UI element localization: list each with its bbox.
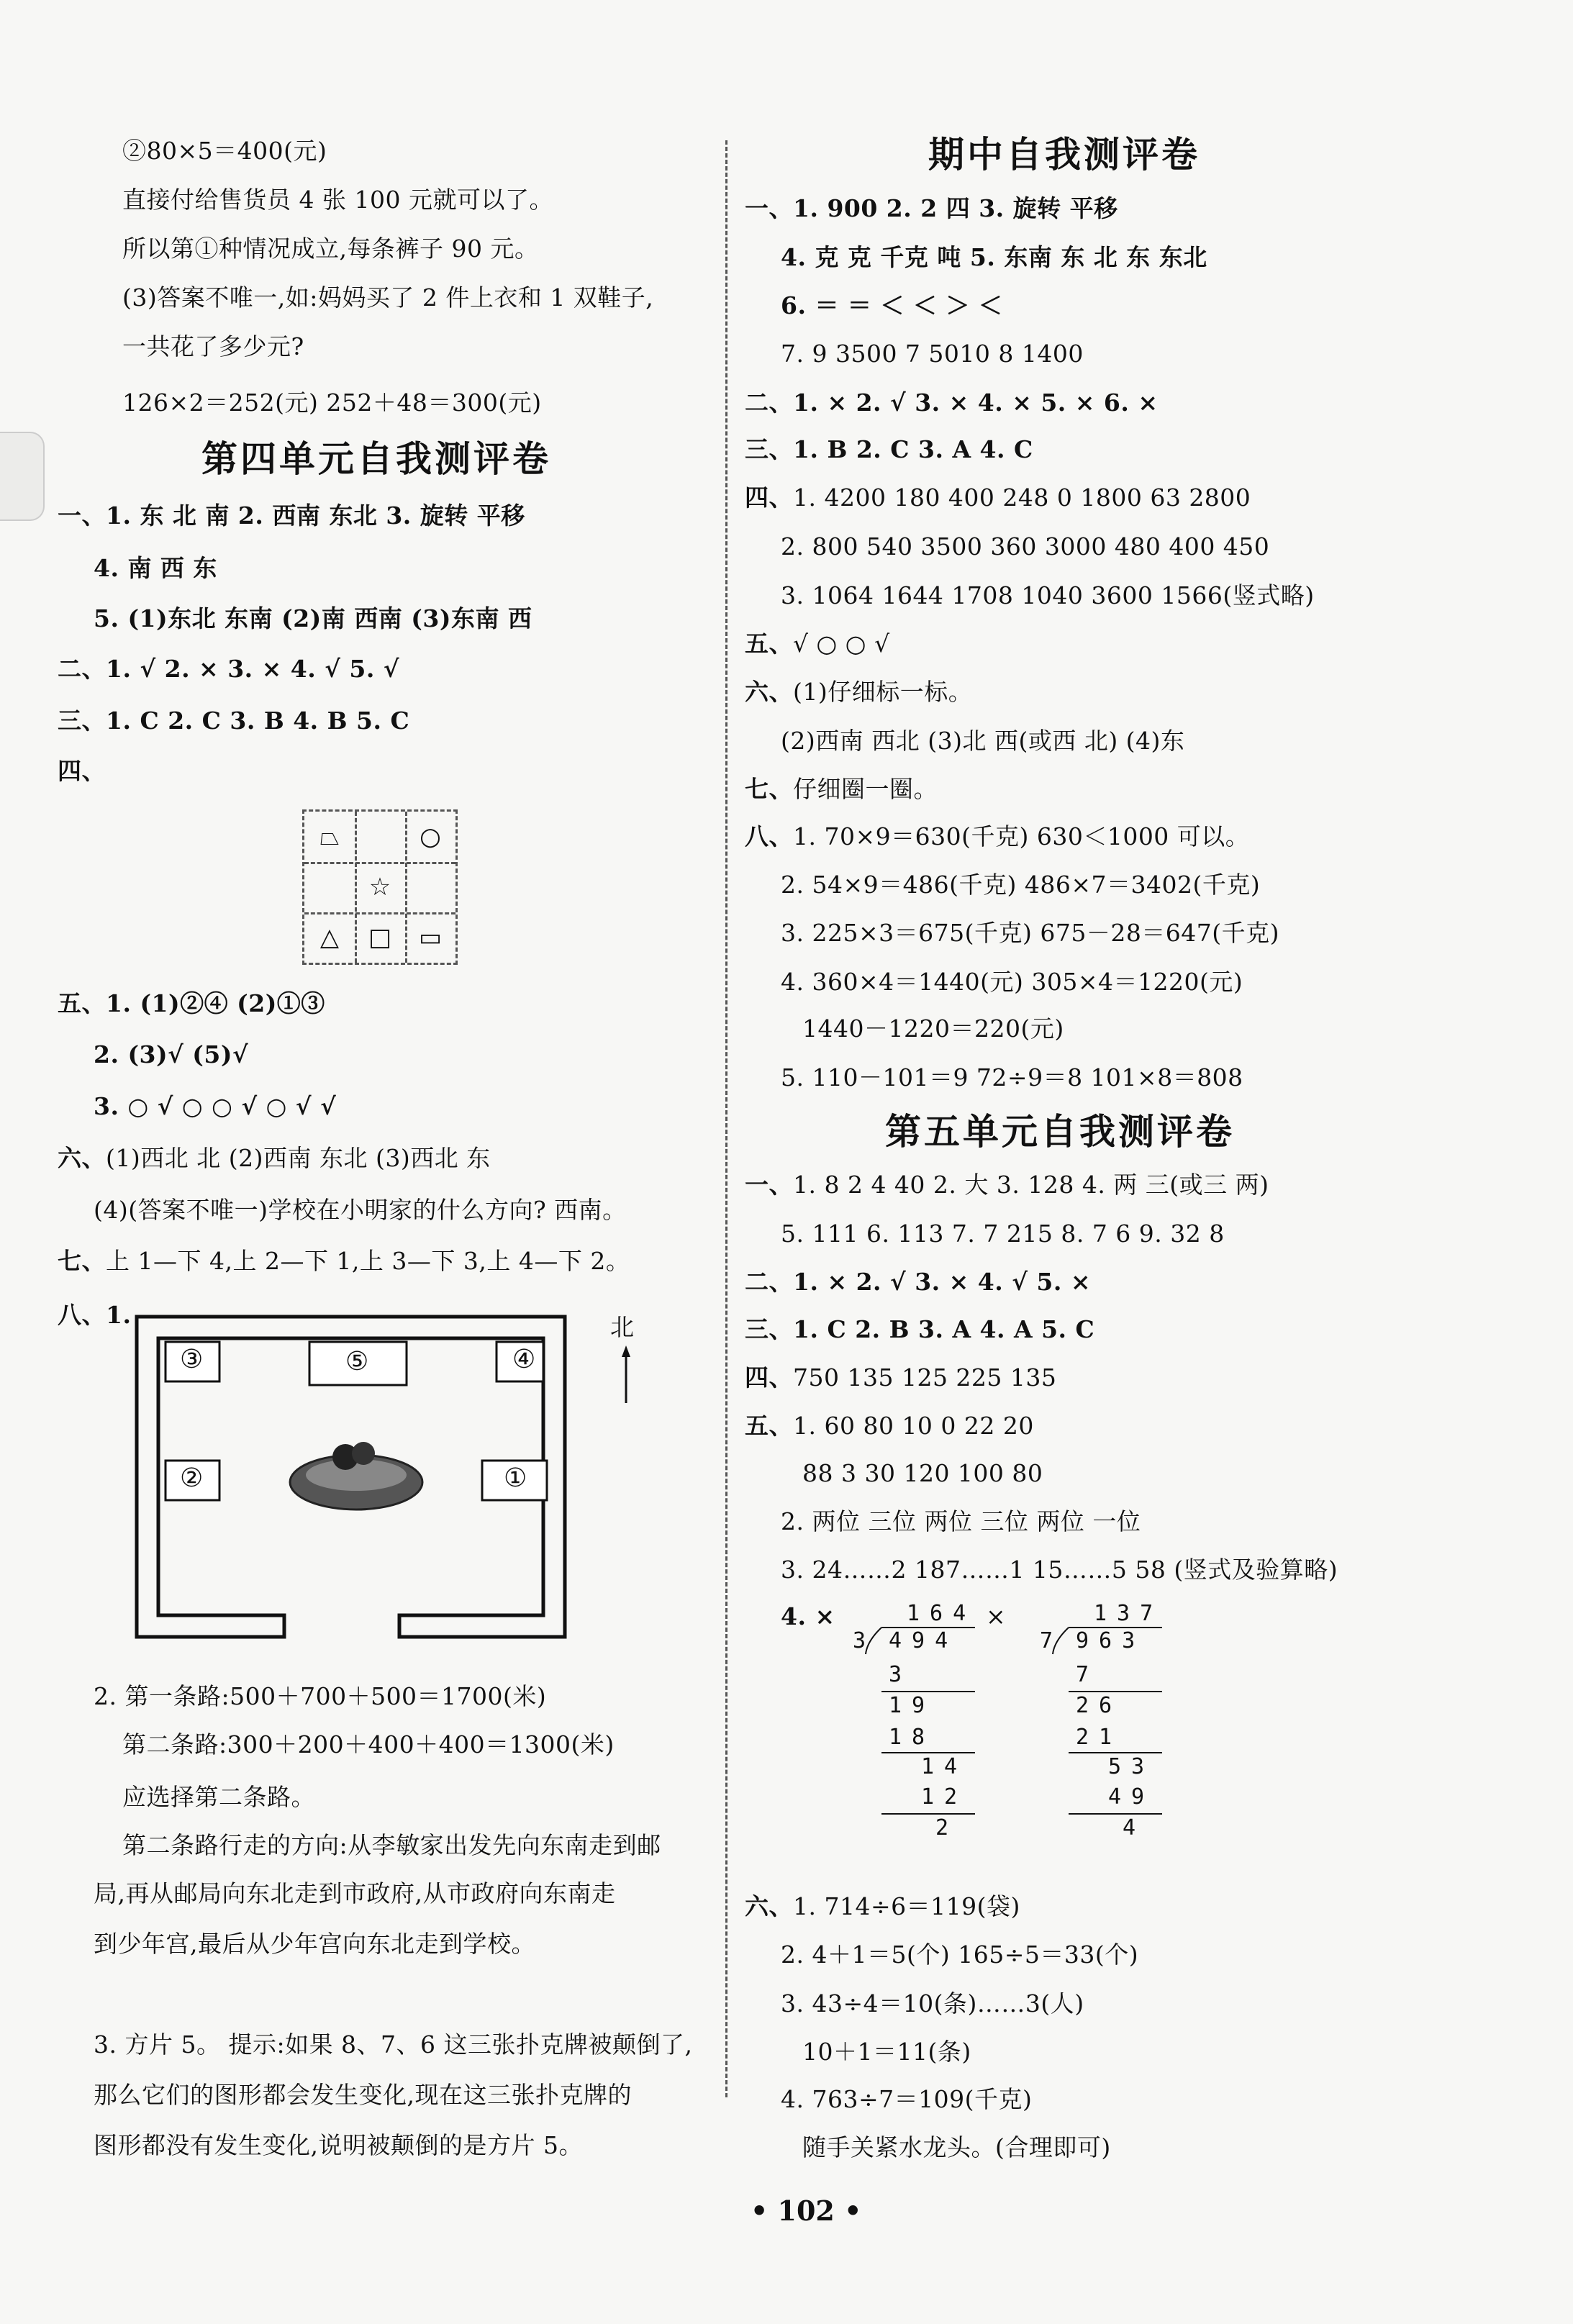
answer-text: (1)西北 北 (2)西南 东北 (3)西北 东 bbox=[106, 1144, 491, 1172]
question-label: 六、 bbox=[745, 1892, 793, 1920]
answer-text: 3. 1064 1644 1708 1040 3600 1566(竖式略) bbox=[781, 581, 1315, 609]
question-label: 八、 bbox=[745, 822, 793, 850]
column-divider bbox=[725, 140, 727, 2097]
question-label: 一、 bbox=[745, 194, 793, 222]
page-number: • 102 • bbox=[751, 2194, 862, 2227]
answer-text: 4. 南 西 东 bbox=[94, 554, 217, 582]
question-label: 五、 bbox=[745, 630, 793, 658]
question-label: 一、 bbox=[745, 1171, 793, 1199]
answer-text: 随手关紧水龙头。(合理即可) bbox=[802, 2133, 1111, 2161]
answer-text: 3. 24……2 187……1 15……5 58 (竖式及验算略) bbox=[781, 1556, 1338, 1584]
answer-text: 5. 110－101＝9 72÷9＝8 101×8＝808 bbox=[781, 1063, 1243, 1091]
text-line: 所以第①种情况成立,每条裤子 90 元。 bbox=[122, 235, 539, 263]
quotient: 164 bbox=[907, 1601, 976, 1626]
grid-cell bbox=[355, 812, 405, 862]
answer-text: 3. 方片 5。 提示:如果 8、7、6 这三张扑克牌被颠倒了, bbox=[94, 2030, 693, 2059]
division-step: 53 bbox=[1108, 1754, 1155, 1779]
star-icon: ☆ bbox=[368, 873, 391, 902]
answer-text: 1. 60 80 10 0 22 20 bbox=[793, 1412, 1034, 1440]
division-step: 7 bbox=[1076, 1662, 1100, 1687]
quotient: 137 bbox=[1094, 1601, 1164, 1626]
dividend: 963 bbox=[1076, 1628, 1146, 1653]
answer-text: 88 3 30 120 100 80 bbox=[802, 1459, 1043, 1487]
question-label: 二、 bbox=[745, 1268, 793, 1296]
question-label: 三、 bbox=[745, 1315, 793, 1343]
answer-text: 2. 800 540 3500 360 3000 480 400 450 bbox=[781, 532, 1270, 560]
answer-text: 3. ○ √ ○ ○ √ ○ √ √ bbox=[94, 1092, 337, 1120]
answer-text: 1. √ 2. × 3. × 4. √ 5. √ bbox=[106, 655, 400, 683]
answer-text: 2. (3)√ (5)√ bbox=[94, 1040, 249, 1068]
answer-text: 4. 360×4＝1440(元) 305×4＝1220(元) bbox=[781, 968, 1243, 996]
dividend: 494 bbox=[889, 1628, 958, 1653]
question-label: 七、 bbox=[58, 1247, 106, 1275]
division-step: 18 bbox=[889, 1725, 935, 1750]
answer-text: 1. C 2. B 3. A 4. A 5. C bbox=[793, 1315, 1095, 1343]
answer-text: 2. 第一条路:500＋700＋500＝1700(米) bbox=[94, 1682, 547, 1710]
answer-text: 1. 4200 180 400 248 0 1800 63 2800 bbox=[793, 484, 1251, 512]
question-label: 二、 bbox=[745, 389, 793, 417]
divisor: 7 bbox=[1040, 1628, 1053, 1653]
division-step: 3 bbox=[889, 1662, 912, 1687]
answer-text: 750 135 125 225 135 bbox=[793, 1363, 1057, 1392]
room-label: ④ bbox=[512, 1345, 536, 1374]
question-label: 七、 bbox=[745, 775, 793, 803]
answer-text: 1. 714÷6＝119(袋) bbox=[793, 1892, 1020, 1920]
answer-text: (4)(答案不唯一)学校在小明家的什么方向? 西南。 bbox=[94, 1196, 627, 1224]
answer-text: 局,再从邮局向东北走到市政府,从市政府向东南走 bbox=[94, 1879, 616, 1907]
answer-text: 2. 54×9＝486(千克) 486×7＝3402(千克) bbox=[781, 871, 1261, 899]
division-step: 12 bbox=[921, 1784, 968, 1810]
room-label: ③ bbox=[180, 1345, 204, 1374]
text-line: ②80×5＝400(元) bbox=[122, 137, 327, 165]
division-step: 14 bbox=[921, 1754, 968, 1779]
answer-text: 上 1—下 4,上 2—下 1,上 3—下 3,上 4—下 2。 bbox=[106, 1247, 630, 1275]
answer-text: 到少年宫,最后从少年宫向东北走到学校。 bbox=[94, 1930, 535, 1958]
question-label: 三、 bbox=[745, 435, 793, 463]
section-title: 第四单元自我测评卷 bbox=[201, 437, 551, 480]
answer-text: 1. × 2. √ 3. × 4. √ 5. × bbox=[793, 1268, 1091, 1296]
answer-text: 1. (1)②④ (2)①③ bbox=[106, 989, 325, 1017]
division-step: 49 bbox=[1108, 1784, 1155, 1810]
answer-text: 2. 4＋1＝5(个) 165÷5＝33(个) bbox=[781, 1941, 1139, 1969]
division-step: 19 bbox=[889, 1693, 935, 1718]
question-label: 一、 bbox=[58, 501, 106, 530]
answer-text: 1. 东 北 南 2. 西南 东北 3. 旋转 平移 bbox=[106, 501, 525, 530]
answer-text: 1. bbox=[106, 1301, 132, 1329]
answer-text: 那么它们的图形都会发生变化,现在这三张扑克牌的 bbox=[94, 2081, 632, 2109]
text-line: 直接付给售货员 4 张 100 元就可以了。 bbox=[122, 186, 553, 214]
north-arrowhead bbox=[622, 1345, 630, 1357]
room-diagram bbox=[133, 1309, 680, 1648]
shrub bbox=[352, 1442, 375, 1465]
question-label: 六、 bbox=[58, 1144, 106, 1172]
grid-cell bbox=[405, 862, 455, 912]
binding-stamp-mark bbox=[0, 432, 45, 521]
answer-text: 应选择第二条路。 bbox=[122, 1783, 315, 1811]
answer-text: √ ○ ○ √ bbox=[793, 630, 890, 658]
room-label: ① bbox=[504, 1463, 527, 1493]
answer-text: 仔细圈一圈。 bbox=[793, 775, 938, 803]
triangle-icon: △ bbox=[319, 923, 340, 952]
answer-text: (2)西南 西北 (3)北 西(或西 北) (4)东 bbox=[781, 727, 1185, 755]
question-label: 五、 bbox=[58, 989, 106, 1017]
trapezoid-icon: ⏢ bbox=[319, 822, 340, 851]
answer-text: 5. 111 6. 113 7. 7 215 8. 7 6 9. 32 8 bbox=[781, 1220, 1225, 1248]
answer-text: 4. × bbox=[781, 1602, 835, 1630]
text-line: 126×2＝252(元) 252＋48＝300(元) bbox=[122, 389, 542, 417]
answer-text: 4. 763÷7＝109(千克) bbox=[781, 2085, 1033, 2113]
grid-cell bbox=[304, 862, 355, 912]
answer-text: 7. 9 3500 7 5010 8 1400 bbox=[781, 340, 1084, 368]
answer-text: 第二条路行走的方向:从李敏家出发先向东南走到邮 bbox=[122, 1831, 661, 1859]
answer-text: 1440－1220＝220(元) bbox=[802, 1015, 1064, 1043]
section-title: 期中自我测评卷 bbox=[928, 133, 1200, 176]
north-label: 北 bbox=[610, 1313, 635, 1341]
answer-text: 1. 8 2 4 40 2. 大 3. 128 4. 两 三(或三 两) bbox=[793, 1171, 1269, 1199]
division-step: 21 bbox=[1076, 1725, 1123, 1750]
answer-text: 6. ＝ ＝ ＜ ＜ ＞ ＜ bbox=[781, 291, 1003, 319]
answer-text: 1. C 2. C 3. B 4. B 5. C bbox=[106, 707, 410, 735]
question-label: 八、 bbox=[58, 1301, 106, 1329]
room-label: ⑤ bbox=[345, 1347, 369, 1376]
division-step: 4 bbox=[1123, 1815, 1146, 1840]
question-label: 六、 bbox=[745, 678, 793, 706]
division-step: 2 bbox=[935, 1815, 959, 1840]
section-title: 第五单元自我测评卷 bbox=[885, 1110, 1235, 1153]
answer-text: 4. 克 克 千克 吨 5. 东南 东 北 东 东北 bbox=[781, 243, 1207, 271]
answer-text: 1. 70×9＝630(千克) 630＜1000 可以。 bbox=[793, 822, 1250, 850]
answer-text: 10＋1＝11(条) bbox=[802, 2038, 971, 2066]
text-line: 一共花了多少元? bbox=[122, 332, 304, 360]
answer-text: 1. 900 2. 2 四 3. 旋转 平移 bbox=[793, 194, 1118, 222]
answer-text: 3. 43÷4＝10(条)……3(人) bbox=[781, 1989, 1084, 2017]
question-label: 四、 bbox=[745, 484, 793, 512]
answer-text: 第二条路:300＋200＋400＋400＝1300(米) bbox=[122, 1730, 615, 1758]
question-label: 四、 bbox=[745, 1363, 793, 1392]
divisor: 3 bbox=[853, 1628, 866, 1653]
symbol-grid bbox=[302, 809, 458, 965]
answer-text: 5. (1)东北 东南 (2)南 西南 (3)东南 西 bbox=[94, 604, 532, 632]
answer-text: 1. B 2. C 3. A 4. C bbox=[793, 435, 1033, 463]
room-label: ② bbox=[180, 1463, 204, 1493]
question-label: 五、 bbox=[745, 1412, 793, 1440]
circle-icon: ○ bbox=[420, 822, 441, 851]
question-label: 二、 bbox=[58, 655, 106, 683]
answer-text: 1. × 2. √ 3. × 4. × 5. × 6. × bbox=[793, 389, 1159, 417]
answer-text: (1)仔细标一标。 bbox=[793, 678, 973, 706]
question-label: 三、 bbox=[58, 707, 106, 735]
division-step: 26 bbox=[1076, 1693, 1123, 1718]
square-icon: □ bbox=[368, 923, 392, 952]
question-label: 四、 bbox=[58, 757, 106, 785]
answer-text: 图形都没有发生变化,说明被颠倒的是方片 5。 bbox=[94, 2131, 583, 2159]
answer-text: 3. 225×3＝675(千克) 675－28＝647(千克) bbox=[781, 919, 1280, 947]
rectangle-icon: ▭ bbox=[418, 923, 443, 952]
text-line: (3)答案不唯一,如:妈妈买了 2 件上衣和 1 双鞋子, bbox=[122, 283, 654, 312]
answer-text: 2. 两位 三位 两位 三位 两位 一位 bbox=[781, 1507, 1141, 1535]
cross-mark: × bbox=[986, 1602, 1007, 1630]
